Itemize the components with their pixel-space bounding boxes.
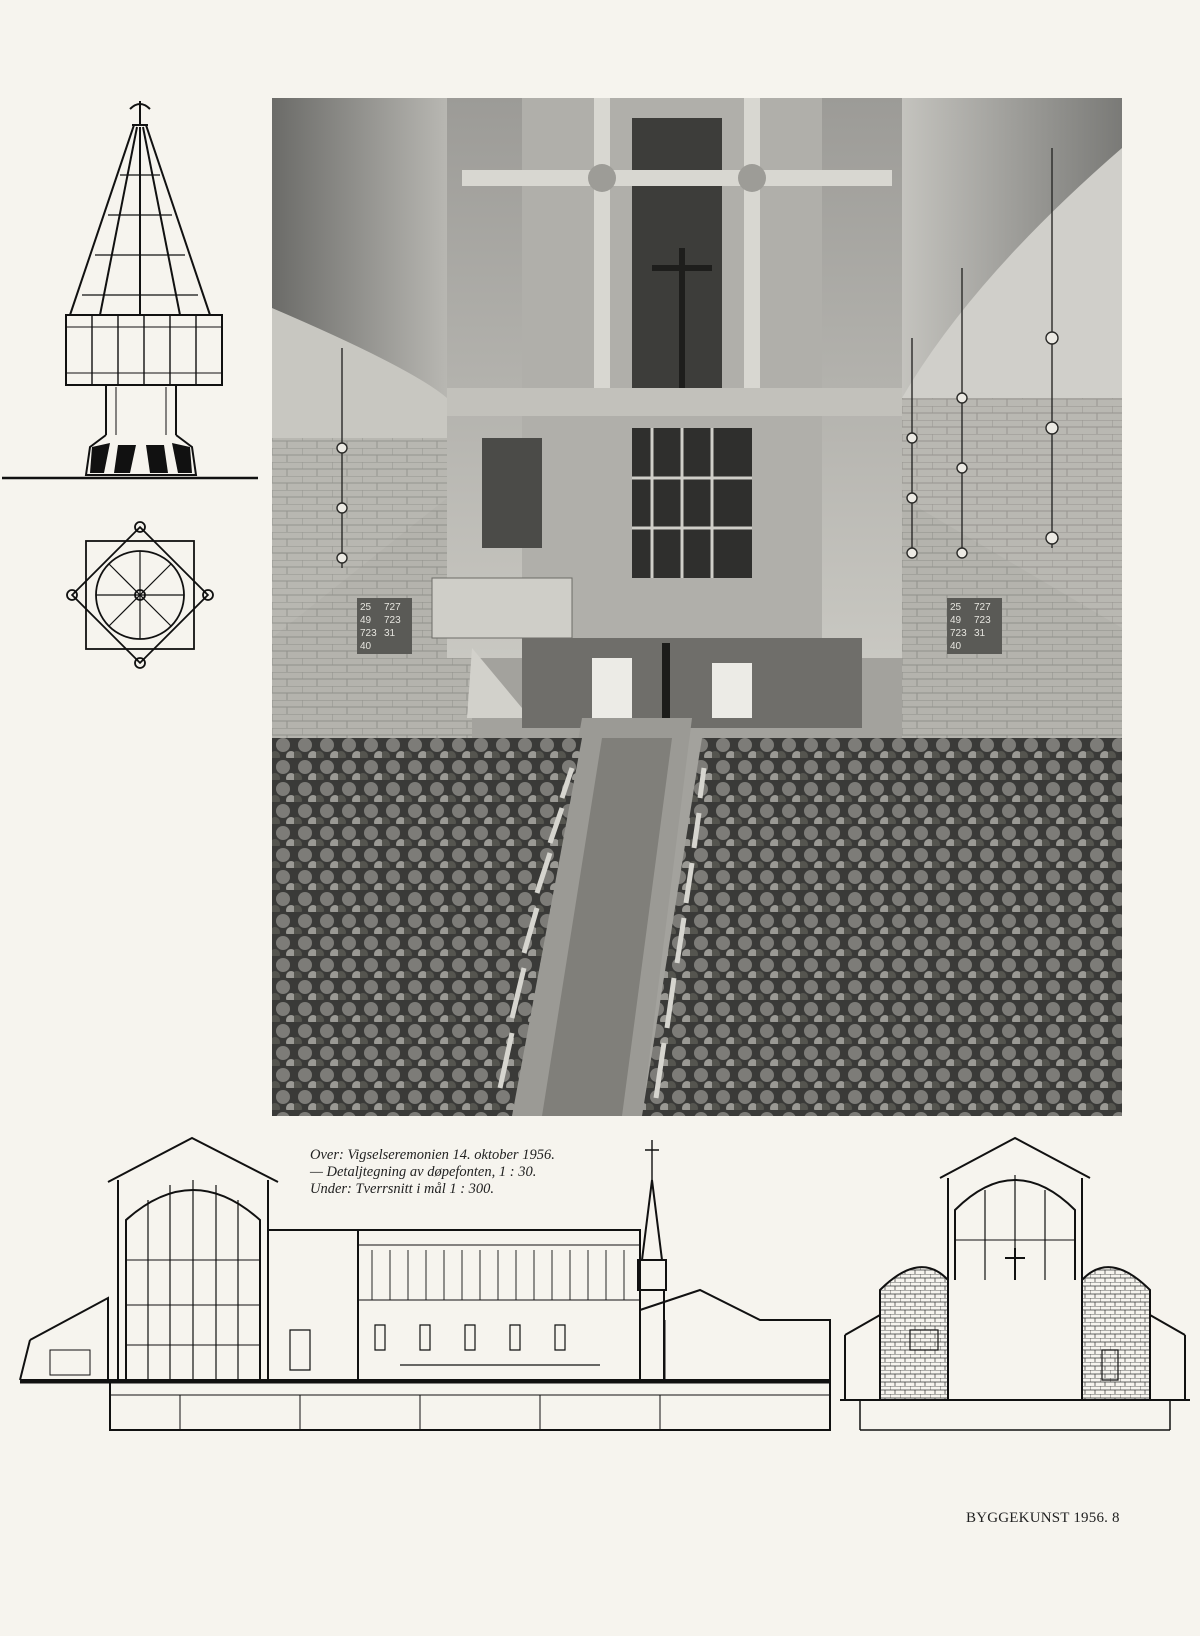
church-interior-image [272, 98, 1122, 1116]
hymn-board-right-number: 723 [974, 615, 991, 626]
hymn-board-left-number: 723 [384, 615, 401, 626]
cross-section-drawing [840, 1130, 1190, 1450]
font-plan-drawing [60, 515, 220, 675]
page-folio: BYGGEKUNST 1956. 8 [966, 1510, 1120, 1526]
consecration-photo [272, 98, 1122, 1116]
caption-line: Under: Tverrsnitt i mål 1 : 300. [310, 1181, 495, 1197]
hymn-board-left-number: 727 [384, 602, 401, 613]
hymn-board-left-number: 31 [384, 628, 396, 639]
hymn-board-right-number: 25 [950, 602, 962, 613]
hymn-board-right-number: 723 [950, 628, 967, 639]
caption-line: Over: Vigselseremonien 14. oktober 1956. [310, 1147, 555, 1163]
hymn-board-right-number: 49 [950, 615, 962, 626]
hymn-board-left-number: 49 [360, 615, 372, 626]
hymn-board-right-number: 31 [974, 628, 986, 639]
caption-line: — Detaljtegning av døpefonten, 1 : 30. [310, 1164, 537, 1180]
hymn-board-left-number: 25 [360, 602, 372, 613]
hymn-board-right-number: 40 [950, 641, 962, 652]
hymn-board-right-number: 727 [974, 602, 991, 613]
longitudinal-section-drawing [0, 1130, 840, 1450]
hymn-board-left-number: 40 [360, 641, 372, 652]
hymn-board-left-number: 723 [360, 628, 377, 639]
font-elevation-drawing [0, 95, 270, 495]
